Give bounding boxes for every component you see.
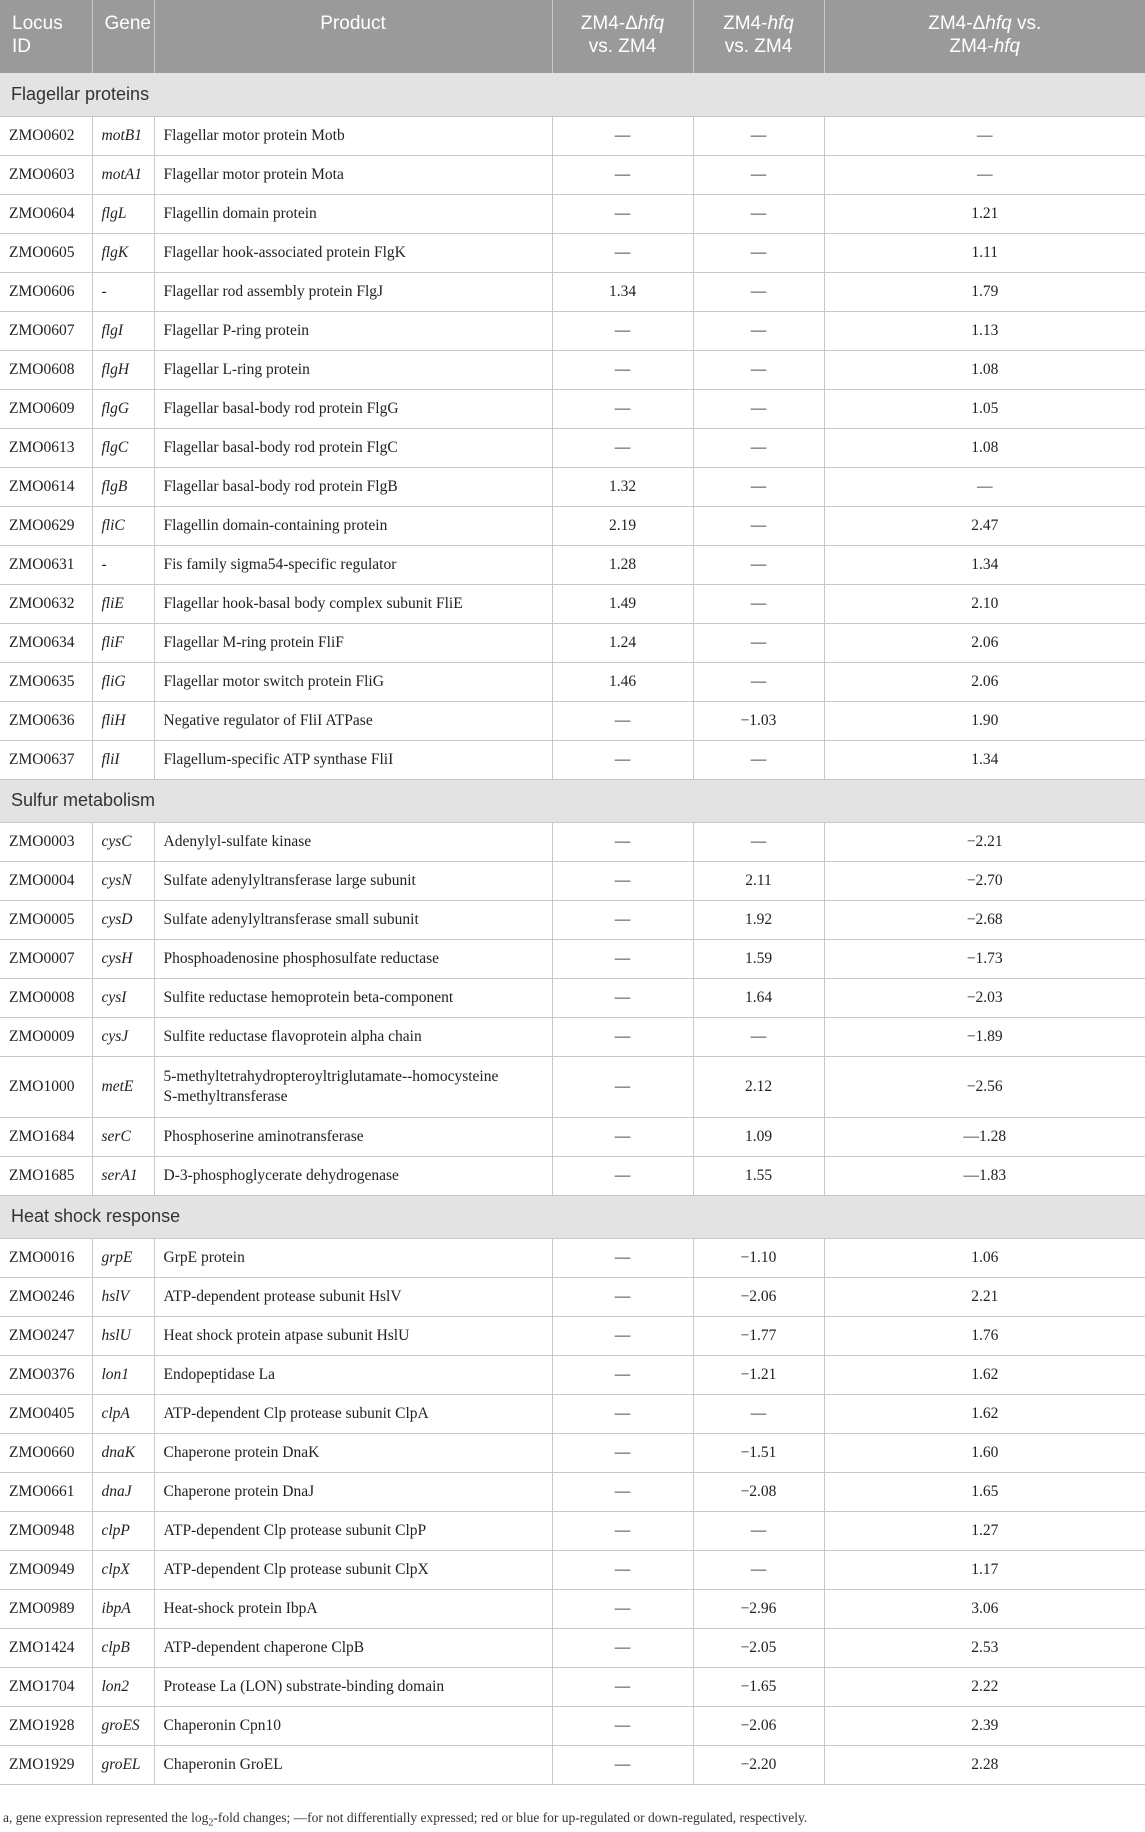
table-row bbox=[0, 272, 1145, 311]
hfq-vs-zm4-cell: −1.21 bbox=[693, 1355, 824, 1394]
locus-id-cell: ZMO0660 bbox=[0, 1433, 92, 1472]
table-row bbox=[0, 1511, 1145, 1550]
hfq-vs-zm4-cell: 1.64 bbox=[693, 978, 824, 1017]
hfq-vs-zm4-cell: — bbox=[693, 350, 824, 389]
table-row bbox=[0, 1277, 1145, 1316]
hfq-vs-zm4-cell: — bbox=[693, 1394, 824, 1433]
hfq-vs-zm4-cell: −2.08 bbox=[693, 1472, 824, 1511]
dhfq-vs-hfq-cell: 1.27 bbox=[824, 1511, 1145, 1550]
header-locus-id: Locus ID bbox=[0, 0, 92, 73]
table-row bbox=[0, 311, 1145, 350]
dhfq-vs-hfq-cell: 2.47 bbox=[824, 506, 1145, 545]
dhfq-vs-zm4-cell: — bbox=[552, 155, 693, 194]
table-row bbox=[0, 623, 1145, 662]
gene-cell: flgI bbox=[92, 311, 154, 350]
hfq-vs-zm4-cell: −2.96 bbox=[693, 1589, 824, 1628]
dhfq-vs-zm4-cell: — bbox=[552, 1628, 693, 1667]
product-cell: Flagellar basal-body rod protein FlgG bbox=[154, 389, 552, 428]
table-row bbox=[0, 545, 1145, 584]
dhfq-vs-hfq-cell: 1.06 bbox=[824, 1238, 1145, 1277]
locus-id-cell: ZMO0604 bbox=[0, 194, 92, 233]
product-cell: Flagellar basal-body rod protein FlgC bbox=[154, 428, 552, 467]
dhfq-vs-hfq-cell: 1.90 bbox=[824, 701, 1145, 740]
hfq-vs-zm4-cell: 1.92 bbox=[693, 900, 824, 939]
dhfq-vs-zm4-cell: — bbox=[552, 822, 693, 861]
dhfq-vs-zm4-cell: — bbox=[552, 311, 693, 350]
product-cell: Chaperone protein DnaK bbox=[154, 1433, 552, 1472]
gene-cell: flgK bbox=[92, 233, 154, 272]
locus-id-cell: ZMO0609 bbox=[0, 389, 92, 428]
table-row bbox=[0, 1706, 1145, 1745]
gene-cell: dnaK bbox=[92, 1433, 154, 1472]
table-row bbox=[0, 155, 1145, 194]
hfq-vs-zm4-cell: — bbox=[693, 194, 824, 233]
locus-id-cell: ZMO1704 bbox=[0, 1667, 92, 1706]
table-row bbox=[0, 861, 1145, 900]
product-cell: Sulfite reductase flavoprotein alpha chain bbox=[154, 1017, 552, 1056]
section-title: Flagellar proteins bbox=[0, 73, 1145, 116]
hfq-vs-zm4-cell: — bbox=[693, 1017, 824, 1056]
dhfq-vs-hfq-cell: 1.11 bbox=[824, 233, 1145, 272]
header-hfq-vs-zm4: ZM4-hfq vs. ZM4 bbox=[693, 0, 824, 73]
dhfq-vs-hfq-cell: 2.39 bbox=[824, 1706, 1145, 1745]
dhfq-vs-hfq-cell: — bbox=[824, 467, 1145, 506]
dhfq-vs-hfq-cell: 1.62 bbox=[824, 1394, 1145, 1433]
dhfq-vs-hfq-cell: —1.28 bbox=[824, 1117, 1145, 1156]
table-row bbox=[0, 1628, 1145, 1667]
dhfq-vs-zm4-cell: — bbox=[552, 350, 693, 389]
dhfq-vs-hfq-cell: −2.68 bbox=[824, 900, 1145, 939]
dhfq-vs-zm4-cell: — bbox=[552, 1277, 693, 1316]
dhfq-vs-hfq-cell: 1.62 bbox=[824, 1355, 1145, 1394]
gene-cell: flgL bbox=[92, 194, 154, 233]
gene-cell: clpP bbox=[92, 1511, 154, 1550]
product-cell: Sulfate adenylyltransferase large subunit bbox=[154, 861, 552, 900]
table-row bbox=[0, 194, 1145, 233]
product-cell: Chaperonin Cpn10 bbox=[154, 1706, 552, 1745]
gene-cell: flgC bbox=[92, 428, 154, 467]
dhfq-vs-hfq-cell: — bbox=[824, 116, 1145, 155]
product-cell: ATP-dependent chaperone ClpB bbox=[154, 1628, 552, 1667]
product-cell: Protease La (LON) substrate-binding domain bbox=[154, 1667, 552, 1706]
table-row bbox=[0, 467, 1145, 506]
hfq-vs-zm4-cell: — bbox=[693, 389, 824, 428]
locus-id-cell: ZMO0948 bbox=[0, 1511, 92, 1550]
gene-cell: fliE bbox=[92, 584, 154, 623]
hfq-vs-zm4-cell: −2.06 bbox=[693, 1706, 824, 1745]
dhfq-vs-zm4-cell: — bbox=[552, 1667, 693, 1706]
product-cell: ATP-dependent Clp protease subunit ClpX bbox=[154, 1550, 552, 1589]
product-cell: Flagellar motor protein Motb bbox=[154, 116, 552, 155]
locus-id-cell: ZMO0607 bbox=[0, 311, 92, 350]
table-row bbox=[0, 350, 1145, 389]
dhfq-vs-hfq-cell: 1.65 bbox=[824, 1472, 1145, 1511]
locus-id-cell: ZMO0606 bbox=[0, 272, 92, 311]
table-row bbox=[0, 1550, 1145, 1589]
product-cell: Sulfite reductase hemoprotein beta-component bbox=[154, 978, 552, 1017]
dhfq-vs-hfq-cell: −2.56 bbox=[824, 1056, 1145, 1117]
header-row bbox=[0, 0, 1145, 73]
table-row bbox=[0, 1667, 1145, 1706]
gene-cell: - bbox=[92, 272, 154, 311]
locus-id-cell: ZMO0405 bbox=[0, 1394, 92, 1433]
hfq-vs-zm4-cell: — bbox=[693, 272, 824, 311]
hfq-vs-zm4-cell: −2.20 bbox=[693, 1745, 824, 1784]
gene-cell: cysC bbox=[92, 822, 154, 861]
gene-cell: motB1 bbox=[92, 116, 154, 155]
footnote: a, gene expression represented the $\log_2$-fold changes; —for not differentially expressed; red or blue for up-regulated or down-regulated, respectively. bbox=[3, 1810, 808, 1829]
dhfq-vs-zm4-cell: — bbox=[552, 1472, 693, 1511]
hfq-vs-zm4-cell: — bbox=[693, 1511, 824, 1550]
dhfq-vs-zm4-cell: — bbox=[552, 1156, 693, 1195]
hfq-vs-zm4-cell: — bbox=[693, 428, 824, 467]
hfq-vs-zm4-cell: — bbox=[693, 623, 824, 662]
hfq-vs-zm4-cell: 1.55 bbox=[693, 1156, 824, 1195]
locus-id-cell: ZMO0629 bbox=[0, 506, 92, 545]
table-row bbox=[0, 740, 1145, 779]
dhfq-vs-hfq-cell: 1.21 bbox=[824, 194, 1145, 233]
table-row bbox=[0, 506, 1145, 545]
dhfq-vs-hfq-cell: 1.08 bbox=[824, 350, 1145, 389]
dhfq-vs-zm4-cell: 1.46 bbox=[552, 662, 693, 701]
locus-id-cell: ZMO0602 bbox=[0, 116, 92, 155]
section-row bbox=[0, 1195, 1145, 1238]
dhfq-vs-hfq-cell: −1.73 bbox=[824, 939, 1145, 978]
product-cell: ATP-dependent Clp protease subunit ClpP bbox=[154, 1511, 552, 1550]
dhfq-vs-hfq-cell: −2.21 bbox=[824, 822, 1145, 861]
dhfq-vs-zm4-cell: — bbox=[552, 1316, 693, 1355]
gene-cell: cysJ bbox=[92, 1017, 154, 1056]
section-title: Sulfur metabolism bbox=[0, 779, 1145, 822]
gene-cell: serC bbox=[92, 1117, 154, 1156]
product-cell: Heat-shock protein IbpA bbox=[154, 1589, 552, 1628]
product-cell: Chaperone protein DnaJ bbox=[154, 1472, 552, 1511]
dhfq-vs-zm4-cell: — bbox=[552, 1511, 693, 1550]
table-row bbox=[0, 1316, 1145, 1355]
table-row bbox=[0, 822, 1145, 861]
hfq-vs-zm4-cell: −1.51 bbox=[693, 1433, 824, 1472]
table-row bbox=[0, 428, 1145, 467]
gene-cell: cysH bbox=[92, 939, 154, 978]
dhfq-vs-hfq-cell: 1.08 bbox=[824, 428, 1145, 467]
locus-id-cell: ZMO0634 bbox=[0, 623, 92, 662]
product-cell: Flagellar hook-basal body complex subunit FliE bbox=[154, 584, 552, 623]
product-cell: ATP-dependent Clp protease subunit ClpA bbox=[154, 1394, 552, 1433]
dhfq-vs-zm4-cell: — bbox=[552, 116, 693, 155]
header-gene: Gene bbox=[92, 0, 154, 73]
gene-cell: groES bbox=[92, 1706, 154, 1745]
dhfq-vs-hfq-cell: −2.03 bbox=[824, 978, 1145, 1017]
locus-id-cell: ZMO0603 bbox=[0, 155, 92, 194]
product-cell: ATP-dependent protease subunit HslV bbox=[154, 1277, 552, 1316]
dhfq-vs-zm4-cell: — bbox=[552, 701, 693, 740]
gene-cell: motA1 bbox=[92, 155, 154, 194]
product-cell: Fis family sigma54-specific regulator bbox=[154, 545, 552, 584]
dhfq-vs-hfq-cell: 1.79 bbox=[824, 272, 1145, 311]
gene-cell: clpX bbox=[92, 1550, 154, 1589]
gene-cell: lon2 bbox=[92, 1667, 154, 1706]
dhfq-vs-hfq-cell: 1.60 bbox=[824, 1433, 1145, 1472]
table-row bbox=[0, 1472, 1145, 1511]
dhfq-vs-zm4-cell: — bbox=[552, 861, 693, 900]
locus-id-cell: ZMO0605 bbox=[0, 233, 92, 272]
table-body bbox=[0, 73, 1145, 1784]
dhfq-vs-zm4-cell: 1.24 bbox=[552, 623, 693, 662]
gene-cell: clpA bbox=[92, 1394, 154, 1433]
product-cell: Sulfate adenylyltransferase small subunit bbox=[154, 900, 552, 939]
gene-cell: hslV bbox=[92, 1277, 154, 1316]
locus-id-cell: ZMO0247 bbox=[0, 1316, 92, 1355]
product-cell: Flagellin domain-containing protein bbox=[154, 506, 552, 545]
dhfq-vs-zm4-cell: — bbox=[552, 1394, 693, 1433]
header-dhfq-vs-hfq: ZM4-Δhfq vs. ZM4-hfq bbox=[824, 0, 1145, 73]
gene-cell: lon1 bbox=[92, 1355, 154, 1394]
table-row bbox=[0, 662, 1145, 701]
product-cell: Flagellar basal-body rod protein FlgB bbox=[154, 467, 552, 506]
dhfq-vs-zm4-cell: — bbox=[552, 233, 693, 272]
product-cell: Flagellar motor protein Mota bbox=[154, 155, 552, 194]
dhfq-vs-hfq-cell: —1.83 bbox=[824, 1156, 1145, 1195]
hfq-vs-zm4-cell: 1.59 bbox=[693, 939, 824, 978]
locus-id-cell: ZMO0661 bbox=[0, 1472, 92, 1511]
dhfq-vs-zm4-cell: — bbox=[552, 740, 693, 779]
hfq-vs-zm4-cell: — bbox=[693, 155, 824, 194]
dhfq-vs-zm4-cell: — bbox=[552, 1056, 693, 1117]
dhfq-vs-hfq-cell: 1.76 bbox=[824, 1316, 1145, 1355]
locus-id-cell: ZMO0016 bbox=[0, 1238, 92, 1277]
locus-id-cell: ZMO1000 bbox=[0, 1056, 92, 1117]
hfq-vs-zm4-cell: — bbox=[693, 584, 824, 623]
section-row bbox=[0, 779, 1145, 822]
dhfq-vs-zm4-cell: — bbox=[552, 1745, 693, 1784]
table-row bbox=[0, 900, 1145, 939]
locus-id-cell: ZMO0614 bbox=[0, 467, 92, 506]
hfq-vs-zm4-cell: — bbox=[693, 311, 824, 350]
locus-id-cell: ZMO0376 bbox=[0, 1355, 92, 1394]
gene-cell: cysN bbox=[92, 861, 154, 900]
hfq-vs-zm4-cell: 2.12 bbox=[693, 1056, 824, 1117]
product-cell: Flagellar L-ring protein bbox=[154, 350, 552, 389]
product-cell: Flagellar rod assembly protein FlgJ bbox=[154, 272, 552, 311]
dhfq-vs-hfq-cell: 2.06 bbox=[824, 623, 1145, 662]
hfq-vs-zm4-cell: — bbox=[693, 545, 824, 584]
gene-cell: ibpA bbox=[92, 1589, 154, 1628]
dhfq-vs-zm4-cell: 1.34 bbox=[552, 272, 693, 311]
locus-id-cell: ZMO0637 bbox=[0, 740, 92, 779]
hfq-vs-zm4-cell: −1.65 bbox=[693, 1667, 824, 1706]
hfq-vs-zm4-cell: — bbox=[693, 822, 824, 861]
hfq-vs-zm4-cell: −1.03 bbox=[693, 701, 824, 740]
gene-cell: flgH bbox=[92, 350, 154, 389]
hfq-vs-zm4-cell: −1.10 bbox=[693, 1238, 824, 1277]
hfq-vs-zm4-cell: — bbox=[693, 662, 824, 701]
dhfq-vs-zm4-cell: 1.28 bbox=[552, 545, 693, 584]
dhfq-vs-hfq-cell: 1.34 bbox=[824, 545, 1145, 584]
table-row bbox=[0, 1056, 1145, 1117]
table-row bbox=[0, 233, 1145, 272]
dhfq-vs-hfq-cell: 2.06 bbox=[824, 662, 1145, 701]
table-row bbox=[0, 1394, 1145, 1433]
hfq-vs-zm4-cell: −2.06 bbox=[693, 1277, 824, 1316]
dhfq-vs-zm4-cell: — bbox=[552, 389, 693, 428]
gene-cell: serA1 bbox=[92, 1156, 154, 1195]
locus-id-cell: ZMO1928 bbox=[0, 1706, 92, 1745]
dhfq-vs-zm4-cell: 1.49 bbox=[552, 584, 693, 623]
dhfq-vs-zm4-cell: — bbox=[552, 1433, 693, 1472]
dhfq-vs-zm4-cell: — bbox=[552, 1355, 693, 1394]
product-cell: Negative regulator of FliI ATPase bbox=[154, 701, 552, 740]
locus-id-cell: ZMO0632 bbox=[0, 584, 92, 623]
table-row bbox=[0, 1017, 1145, 1056]
section-row bbox=[0, 73, 1145, 116]
locus-id-cell: ZMO0635 bbox=[0, 662, 92, 701]
dhfq-vs-zm4-cell: — bbox=[552, 1238, 693, 1277]
header-dhfq-vs-zm4: ZM4-Δhfq vs. ZM4 bbox=[552, 0, 693, 73]
table-row bbox=[0, 1117, 1145, 1156]
product-cell: Flagellar P-ring protein bbox=[154, 311, 552, 350]
gene-cell: flgG bbox=[92, 389, 154, 428]
locus-id-cell: ZMO0613 bbox=[0, 428, 92, 467]
table-row bbox=[0, 1433, 1145, 1472]
dhfq-vs-zm4-cell: 2.19 bbox=[552, 506, 693, 545]
locus-id-cell: ZMO0007 bbox=[0, 939, 92, 978]
gene-cell: fliI bbox=[92, 740, 154, 779]
gene-cell: grpE bbox=[92, 1238, 154, 1277]
gene-cell: metE bbox=[92, 1056, 154, 1117]
dhfq-vs-zm4-cell: — bbox=[552, 1117, 693, 1156]
dhfq-vs-zm4-cell: — bbox=[552, 428, 693, 467]
table-row bbox=[0, 1156, 1145, 1195]
hfq-vs-zm4-cell: — bbox=[693, 233, 824, 272]
locus-id-cell: ZMO0608 bbox=[0, 350, 92, 389]
dhfq-vs-zm4-cell: — bbox=[552, 194, 693, 233]
gene-cell: flgB bbox=[92, 467, 154, 506]
product-cell bbox=[154, 1056, 552, 1117]
locus-id-cell: ZMO0008 bbox=[0, 978, 92, 1017]
locus-id-cell: ZMO0003 bbox=[0, 822, 92, 861]
table-row bbox=[0, 1589, 1145, 1628]
table-row bbox=[0, 584, 1145, 623]
table-row bbox=[0, 939, 1145, 978]
table-row bbox=[0, 701, 1145, 740]
hfq-vs-zm4-cell: −2.05 bbox=[693, 1628, 824, 1667]
gene-cell: clpB bbox=[92, 1628, 154, 1667]
product-cell: Heat shock protein atpase subunit HslU bbox=[154, 1316, 552, 1355]
locus-id-cell: ZMO0949 bbox=[0, 1550, 92, 1589]
dhfq-vs-hfq-cell: 1.05 bbox=[824, 389, 1145, 428]
product-line-2: S-methyltransferase bbox=[163, 1087, 288, 1105]
dhfq-vs-hfq-cell: 1.34 bbox=[824, 740, 1145, 779]
table-row bbox=[0, 978, 1145, 1017]
dhfq-vs-hfq-cell: 2.10 bbox=[824, 584, 1145, 623]
dhfq-vs-zm4-cell: 1.32 bbox=[552, 467, 693, 506]
locus-id-cell: ZMO1685 bbox=[0, 1156, 92, 1195]
gene-cell: - bbox=[92, 545, 154, 584]
gene-cell: cysD bbox=[92, 900, 154, 939]
product-cell: Phosphoserine aminotransferase bbox=[154, 1117, 552, 1156]
hfq-vs-zm4-cell: −1.77 bbox=[693, 1316, 824, 1355]
dhfq-vs-hfq-cell: — bbox=[824, 155, 1145, 194]
locus-id-cell: ZMO0989 bbox=[0, 1589, 92, 1628]
table-row bbox=[0, 1238, 1145, 1277]
product-line-1: 5-methyltetrahydropteroyltriglutamate--homocysteine bbox=[163, 1067, 499, 1085]
locus-id-cell: ZMO1929 bbox=[0, 1745, 92, 1784]
locus-id-cell: ZMO1684 bbox=[0, 1117, 92, 1156]
dhfq-vs-zm4-cell: — bbox=[552, 1550, 693, 1589]
product-cell: GrpE protein bbox=[154, 1238, 552, 1277]
dhfq-vs-hfq-cell: 1.13 bbox=[824, 311, 1145, 350]
table-row bbox=[0, 1355, 1145, 1394]
product-cell: Adenylyl-sulfate kinase bbox=[154, 822, 552, 861]
dhfq-vs-hfq-cell: 3.06 bbox=[824, 1589, 1145, 1628]
hfq-vs-zm4-cell: 2.11 bbox=[693, 861, 824, 900]
section-title: Heat shock response bbox=[0, 1195, 1145, 1238]
product-cell: Flagellar hook-associated protein FlgK bbox=[154, 233, 552, 272]
gene-cell: fliH bbox=[92, 701, 154, 740]
dhfq-vs-zm4-cell: — bbox=[552, 1589, 693, 1628]
product-cell: Endopeptidase La bbox=[154, 1355, 552, 1394]
hfq-vs-zm4-cell: — bbox=[693, 740, 824, 779]
gene-cell: cysI bbox=[92, 978, 154, 1017]
hfq-vs-zm4-cell: 1.09 bbox=[693, 1117, 824, 1156]
locus-id-cell: ZMO0636 bbox=[0, 701, 92, 740]
dhfq-vs-hfq-cell: 2.21 bbox=[824, 1277, 1145, 1316]
table-row bbox=[0, 116, 1145, 155]
dhfq-vs-hfq-cell: −1.89 bbox=[824, 1017, 1145, 1056]
dhfq-vs-zm4-cell: — bbox=[552, 1017, 693, 1056]
hfq-vs-zm4-cell: — bbox=[693, 116, 824, 155]
hfq-vs-zm4-cell: — bbox=[693, 467, 824, 506]
gene-cell: fliF bbox=[92, 623, 154, 662]
gene-cell: fliC bbox=[92, 506, 154, 545]
locus-id-cell: ZMO0009 bbox=[0, 1017, 92, 1056]
product-cell: D-3-phosphoglycerate dehydrogenase bbox=[154, 1156, 552, 1195]
gene-cell: groEL bbox=[92, 1745, 154, 1784]
product-cell: Flagellin domain protein bbox=[154, 194, 552, 233]
product-cell: Phosphoadenosine phosphosulfate reductase bbox=[154, 939, 552, 978]
dhfq-vs-hfq-cell: 2.28 bbox=[824, 1745, 1145, 1784]
gene-cell: dnaJ bbox=[92, 1472, 154, 1511]
dhfq-vs-zm4-cell: — bbox=[552, 939, 693, 978]
table-row bbox=[0, 389, 1145, 428]
locus-id-cell: ZMO0631 bbox=[0, 545, 92, 584]
gene-cell: fliG bbox=[92, 662, 154, 701]
header-product: Product bbox=[154, 0, 552, 73]
table-row bbox=[0, 1745, 1145, 1784]
dhfq-vs-zm4-cell: — bbox=[552, 978, 693, 1017]
locus-id-cell: ZMO0005 bbox=[0, 900, 92, 939]
dhfq-vs-hfq-cell: 1.17 bbox=[824, 1550, 1145, 1589]
gene-cell: hslU bbox=[92, 1316, 154, 1355]
hfq-vs-zm4-cell: — bbox=[693, 506, 824, 545]
dhfq-vs-hfq-cell: 2.53 bbox=[824, 1628, 1145, 1667]
product-cell: Flagellar motor switch protein FliG bbox=[154, 662, 552, 701]
locus-id-cell: ZMO1424 bbox=[0, 1628, 92, 1667]
locus-id-cell: ZMO0246 bbox=[0, 1277, 92, 1316]
product-cell: Chaperonin GroEL bbox=[154, 1745, 552, 1784]
dhfq-vs-zm4-cell: — bbox=[552, 900, 693, 939]
product-cell: Flagellar M-ring protein FliF bbox=[154, 623, 552, 662]
dhfq-vs-hfq-cell: −2.70 bbox=[824, 861, 1145, 900]
dhfq-vs-zm4-cell: — bbox=[552, 1706, 693, 1745]
dhfq-vs-hfq-cell: 2.22 bbox=[824, 1667, 1145, 1706]
locus-id-cell: ZMO0004 bbox=[0, 861, 92, 900]
product-cell: Flagellum-specific ATP synthase FliI bbox=[154, 740, 552, 779]
hfq-vs-zm4-cell: — bbox=[693, 1550, 824, 1589]
